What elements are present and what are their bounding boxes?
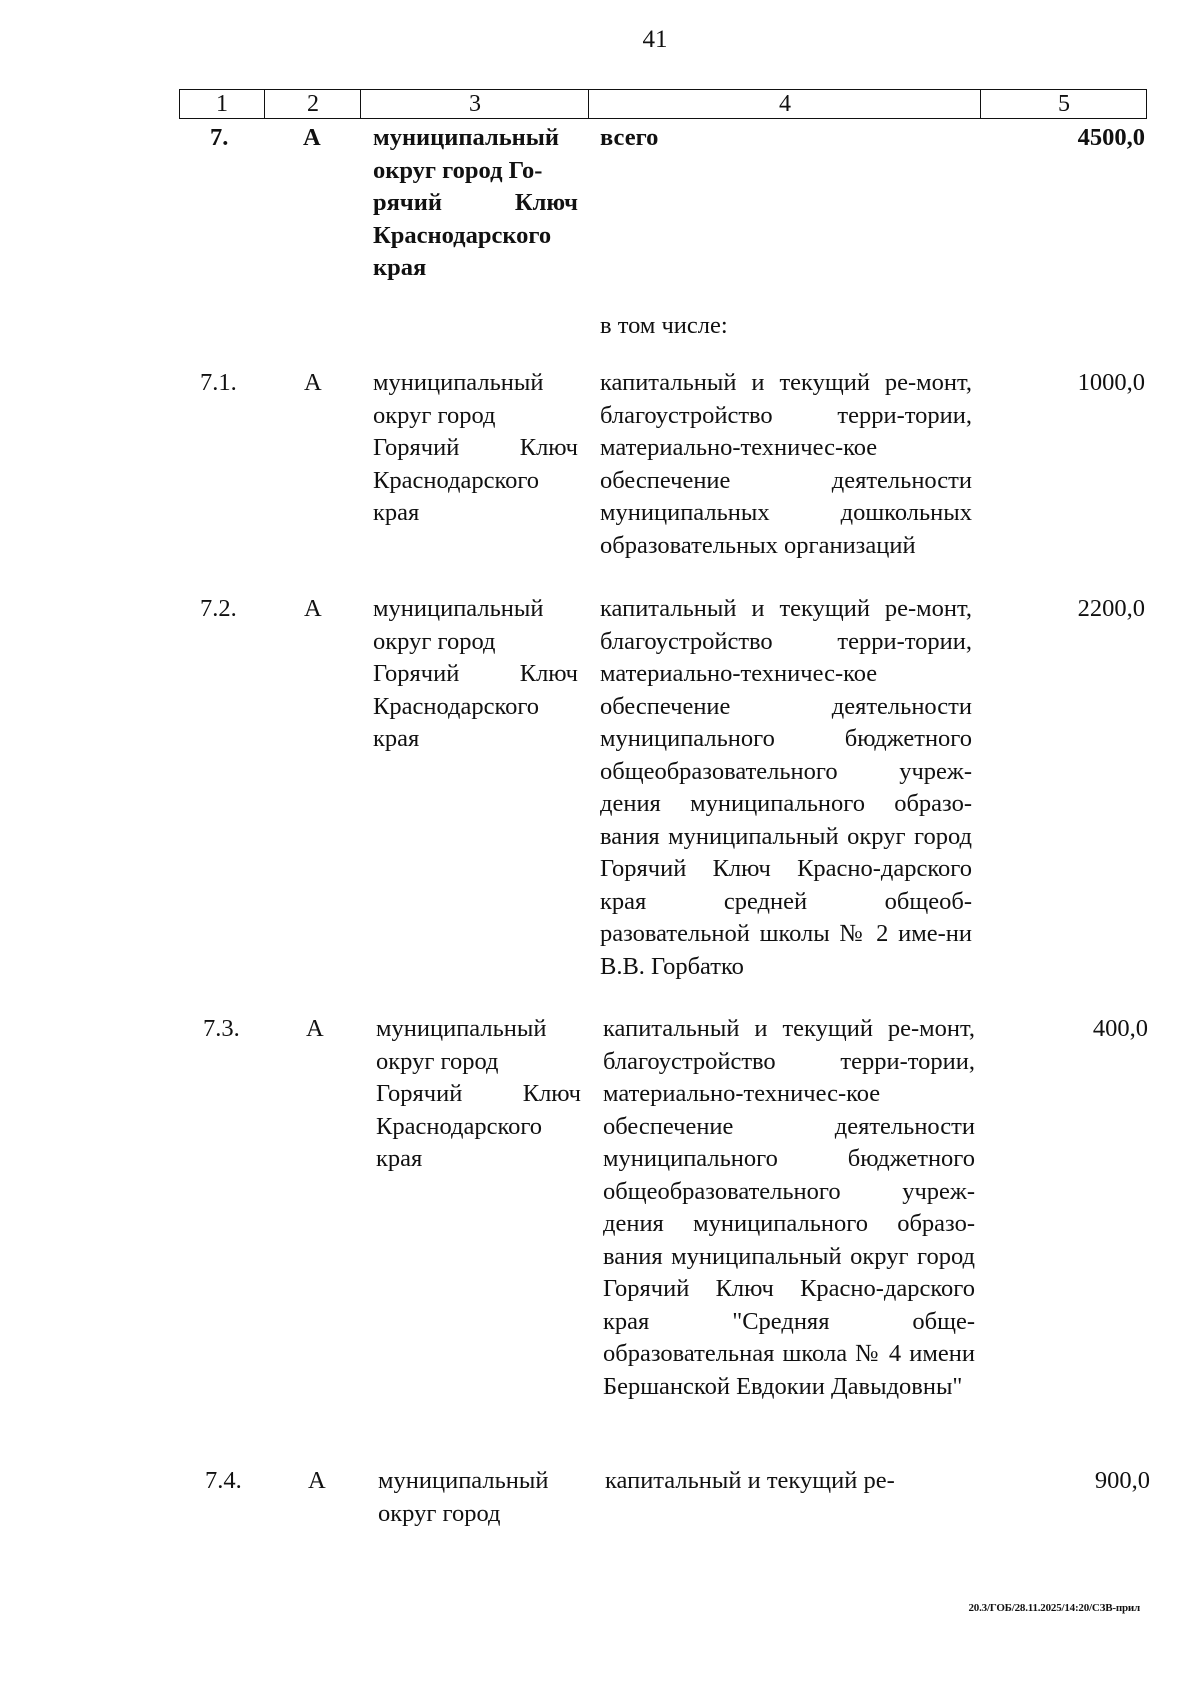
row-amount: 2200,0 (1077, 595, 1145, 622)
municipality-name: муниципальный округ город Горячий Ключ Краснодарского края (373, 595, 578, 752)
row-category: А (306, 1015, 324, 1042)
municipality-name: муниципальный округ город Горячий Ключ Краснодарского края (376, 1015, 581, 1172)
municipality-name: муниципальный округ город Го- рячий Ключ Краснодарского края (373, 124, 578, 281)
row-purpose: капитальный и текущий ре-монт, благоустройство терри-тории, материально-техничес-кое обеспечение деятельности муниципального бюджетного общеобразовательного учреж-дения муниципального образо-вания муниципальный округ город Горячий Ключ Красно-дарского края средней общеоб-разовательной школы № 2 име-ни В.В. Горбатко (600, 595, 972, 980)
document-code: 20.3/ГОБ/28.11.2025/14:20/СЗВ-прил (968, 1602, 1140, 1614)
header-col-4: 4 (588, 90, 981, 118)
row-purpose: капитальный и текущий ре- (605, 1467, 895, 1494)
row-category: А (308, 1467, 326, 1494)
municipality-name: муниципальный округ город Горячий Ключ Краснодарского края (373, 369, 578, 526)
municipality-name: муниципальный округ город (378, 1467, 549, 1527)
subheading: в том числе: (600, 312, 728, 339)
row-category: А (304, 595, 322, 622)
row-amount: 400,0 (1092, 1015, 1148, 1042)
table-header-row (179, 89, 1147, 119)
row-number: 7.3. (203, 1015, 240, 1042)
row-category: А (303, 124, 321, 151)
row-category: А (304, 369, 322, 396)
row-number: 7.4. (205, 1467, 242, 1494)
row-amount: 900,0 (1094, 1467, 1150, 1494)
row-number: 7.1. (200, 369, 237, 396)
header-col-1: 1 (216, 91, 228, 117)
header-col-5: 5 (980, 90, 1147, 118)
row-purpose: капитальный и текущий ре-монт, благоустройство терри-тории, материально-техничес-кое обеспечение деятельности муниципальных дошкольных образовательных организаций (600, 369, 972, 559)
row-amount: 4500,0 (1077, 124, 1145, 151)
row-number: 7. (210, 124, 229, 151)
row-purpose: всего (600, 124, 659, 151)
page-number: 41 (642, 26, 668, 53)
row-amount: 1000,0 (1077, 369, 1145, 396)
header-col-2: 2 (264, 90, 361, 118)
row-number: 7.2. (200, 595, 237, 622)
header-col-3: 3 (360, 90, 589, 118)
row-purpose: капитальный и текущий ре-монт, благоустройство терри-тории, материально-техничес-кое обеспечение деятельности муниципального бюджетного общеобразовательного учреж-дения муниципального образо-вания муниципальный округ город Горячий Ключ Красно-дарского края "Средняя обще-образовательная школа № 4 имени Бершанской Евдокии Давыдовны" (603, 1015, 975, 1400)
